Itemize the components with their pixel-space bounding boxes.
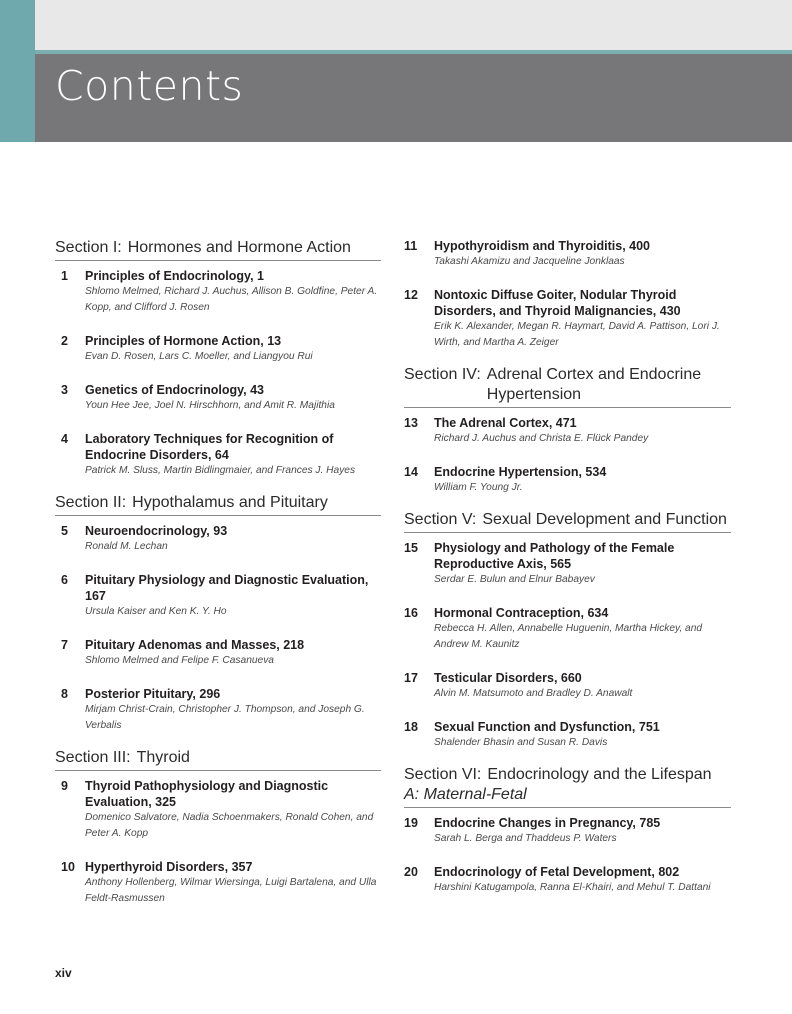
- chapter-title[interactable]: Thyroid Pathophysiology and Diagnostic Evaluation, 325: [85, 779, 329, 809]
- chapter-authors: Shlomo Melmed and Felipe F. Casanueva: [85, 655, 274, 666]
- chapter-authors: Serdar E. Bulun and Elnur Babayev: [434, 574, 595, 585]
- chapter-title[interactable]: Principles of Hormone Action, 13: [85, 334, 282, 348]
- section-3-continued: [404, 238, 731, 351]
- chapter-number: 6: [61, 573, 68, 587]
- chapter-title[interactable]: Endocrine Changes in Pregnancy, 785: [434, 816, 661, 830]
- chapter-number: 5: [61, 524, 68, 538]
- chapter-title[interactable]: Posterior Pituitary, 296: [85, 687, 221, 701]
- chapter-title[interactable]: Testicular Disorders, 660: [434, 671, 582, 685]
- chapter-entry[interactable]: [404, 670, 731, 702]
- chapter-authors: Youn Hee Jee, Joel N. Hirschhorn, and Amit R. Majithia: [85, 400, 335, 411]
- chapter-authors: Alvin M. Matsumoto and Bradley D. Anawalt: [434, 688, 633, 699]
- chapter-entry[interactable]: [404, 605, 731, 653]
- section-name: Sexual Development and Function: [482, 511, 727, 528]
- chapter-entry[interactable]: [404, 464, 731, 496]
- chapter-title[interactable]: Endocrine Hypertension, 534: [434, 465, 607, 479]
- section-heading: [404, 765, 731, 808]
- chapter-number: 3: [61, 383, 68, 397]
- section-name: Adrenal Cortex and Endocrine Hypertension: [486, 366, 702, 403]
- section-4: [404, 365, 731, 496]
- section-subheading: A: Maternal-Fetal: [404, 786, 527, 803]
- section-5: [404, 510, 731, 751]
- section-3: [55, 748, 381, 907]
- chapter-number: 2: [61, 334, 68, 348]
- section-heading: [55, 748, 381, 771]
- chapter-number: 1: [61, 269, 68, 283]
- chapter-number: 18: [404, 720, 418, 734]
- chapter-entry[interactable]: [404, 287, 731, 351]
- teal-edge-strip: [0, 0, 35, 142]
- chapter-number: 17: [404, 671, 418, 685]
- chapter-authors: Erik K. Alexander, Megan R. Haymart, David A. Pattison, Lori J. Wirth, and Martha A. Zeiger: [434, 321, 720, 348]
- chapter-title[interactable]: Physiology and Pathology of the Female Reproductive Axis, 565: [434, 541, 675, 571]
- chapter-number: 14: [404, 465, 418, 479]
- chapter-entry[interactable]: [404, 864, 731, 896]
- chapter-number: 12: [404, 288, 418, 302]
- chapter-number: 16: [404, 606, 418, 620]
- chapter-entry[interactable]: [404, 815, 731, 847]
- chapter-authors: Anthony Hollenberg, Wilmar Wiersinga, Luigi Bartalena, and Ulla Feldt-Rasmussen: [85, 877, 377, 904]
- chapter-authors: Mirjam Christ-Crain, Christopher J. Thompson, and Joseph G. Verbalis: [85, 704, 365, 731]
- section-label: Section III:: [55, 749, 131, 766]
- chapter-entry[interactable]: [404, 415, 731, 447]
- section-label: Section V:: [404, 511, 477, 528]
- chapter-title[interactable]: Principles of Endocrinology, 1: [85, 269, 264, 283]
- section-heading: [404, 510, 731, 533]
- section-6: [404, 765, 731, 896]
- chapter-title[interactable]: Endocrinology of Fetal Development, 802: [434, 865, 680, 879]
- chapter-authors: Shalender Bhasin and Susan R. Davis: [434, 737, 608, 748]
- chapter-number: 4: [61, 432, 68, 446]
- chapter-authors: Patrick M. Sluss, Martin Bidlingmaier, and Frances J. Hayes: [85, 465, 356, 476]
- chapter-entry[interactable]: [55, 572, 381, 620]
- chapter-number: 13: [404, 416, 418, 430]
- section-label: Section I:: [55, 239, 122, 256]
- section-heading: [404, 365, 731, 408]
- section-2: [55, 493, 381, 734]
- chapter-authors: Evan D. Rosen, Lars C. Moeller, and Liangyou Rui: [85, 351, 313, 362]
- chapter-title[interactable]: Hyperthyroid Disorders, 357: [85, 860, 253, 874]
- chapter-title[interactable]: Sexual Function and Dysfunction, 751: [434, 720, 660, 734]
- chapter-authors: William F. Young Jr.: [434, 482, 523, 493]
- chapter-entry[interactable]: [55, 382, 381, 414]
- section-label: Section II:: [55, 494, 127, 511]
- chapter-entry[interactable]: [404, 719, 731, 751]
- section-label: Section IV:: [404, 366, 481, 383]
- chapter-entry[interactable]: [55, 333, 381, 365]
- section-1: [55, 238, 381, 479]
- chapter-entry[interactable]: [404, 540, 731, 588]
- section-name: Endocrinology and the Lifespan: [487, 766, 712, 783]
- chapter-authors: Richard J. Auchus and Christa E. Flück Pandey: [434, 433, 649, 444]
- chapter-title[interactable]: Pituitary Adenomas and Masses, 218: [85, 638, 305, 652]
- chapter-entry[interactable]: [55, 686, 381, 734]
- left-column: [55, 232, 381, 907]
- section-name: Hypothalamus and Pituitary: [132, 494, 328, 511]
- chapter-entry[interactable]: [55, 778, 381, 842]
- chapter-authors: Sarah L. Berga and Thaddeus P. Waters: [434, 833, 617, 844]
- section-name: Thyroid: [136, 749, 190, 766]
- chapter-title[interactable]: Neuroendocrinology, 93: [85, 524, 228, 538]
- chapter-entry[interactable]: [55, 523, 381, 555]
- chapter-number: 19: [404, 816, 418, 830]
- chapter-authors: Harshini Katugampola, Ranna El-Khairi, and Mehul T. Dattani: [434, 882, 711, 893]
- chapter-authors: Rebecca H. Allen, Annabelle Huguenin, Martha Hickey, and Andrew M. Kaunitz: [434, 623, 703, 650]
- section-heading: [55, 493, 381, 516]
- right-column: [404, 238, 731, 896]
- chapter-entry[interactable]: [404, 238, 731, 270]
- chapter-authors: Shlomo Melmed, Richard J. Auchus, Allison B. Goldfine, Peter A. Kopp, and Clifford J. Rosen: [85, 286, 378, 313]
- chapter-entry[interactable]: [55, 859, 381, 907]
- chapter-number: 9: [61, 779, 68, 793]
- chapter-title[interactable]: Hypothyroidism and Thyroiditis, 400: [434, 239, 651, 253]
- chapter-title[interactable]: Genetics of Endocrinology, 43: [85, 383, 264, 397]
- chapter-entry[interactable]: [55, 431, 381, 479]
- chapter-authors: Domenico Salvatore, Nadia Schoenmakers, Ronald Cohen, and Peter A. Kopp: [85, 812, 374, 839]
- chapter-number: 15: [404, 541, 418, 555]
- chapter-title[interactable]: Nontoxic Diffuse Goiter, Nodular Thyroid Disorders, and Thyroid Malignancies, 430: [434, 288, 681, 318]
- chapter-number: 10: [61, 860, 75, 874]
- chapter-authors: Ursula Kaiser and Ken K. Y. Ho: [85, 606, 227, 617]
- chapter-authors: Takashi Akamizu and Jacqueline Jonklaas: [434, 256, 625, 267]
- chapter-number: 11: [404, 239, 418, 253]
- top-bar: [0, 0, 792, 50]
- chapter-number: 20: [404, 865, 418, 879]
- chapter-title[interactable]: The Adrenal Cortex, 471: [434, 416, 577, 430]
- page-number: xiv: [55, 966, 72, 980]
- chapter-entry[interactable]: [55, 637, 381, 669]
- chapter-title[interactable]: Pituitary Physiology and Diagnostic Evaluation, 167: [85, 573, 369, 603]
- chapter-title[interactable]: Laboratory Techniques for Recognition of Endocrine Disorders, 64: [85, 432, 334, 462]
- chapter-entry[interactable]: [55, 268, 381, 316]
- chapter-number: 7: [61, 638, 68, 652]
- chapter-authors: Ronald M. Lechan: [85, 541, 168, 552]
- section-label: Section VI:: [404, 766, 482, 783]
- section-heading: [55, 238, 381, 261]
- section-name: Hormones and Hormone Action: [127, 239, 351, 256]
- chapter-number: 8: [61, 687, 68, 701]
- chapter-title[interactable]: Hormonal Contraception, 634: [434, 606, 609, 620]
- page-title: Contents: [55, 62, 244, 110]
